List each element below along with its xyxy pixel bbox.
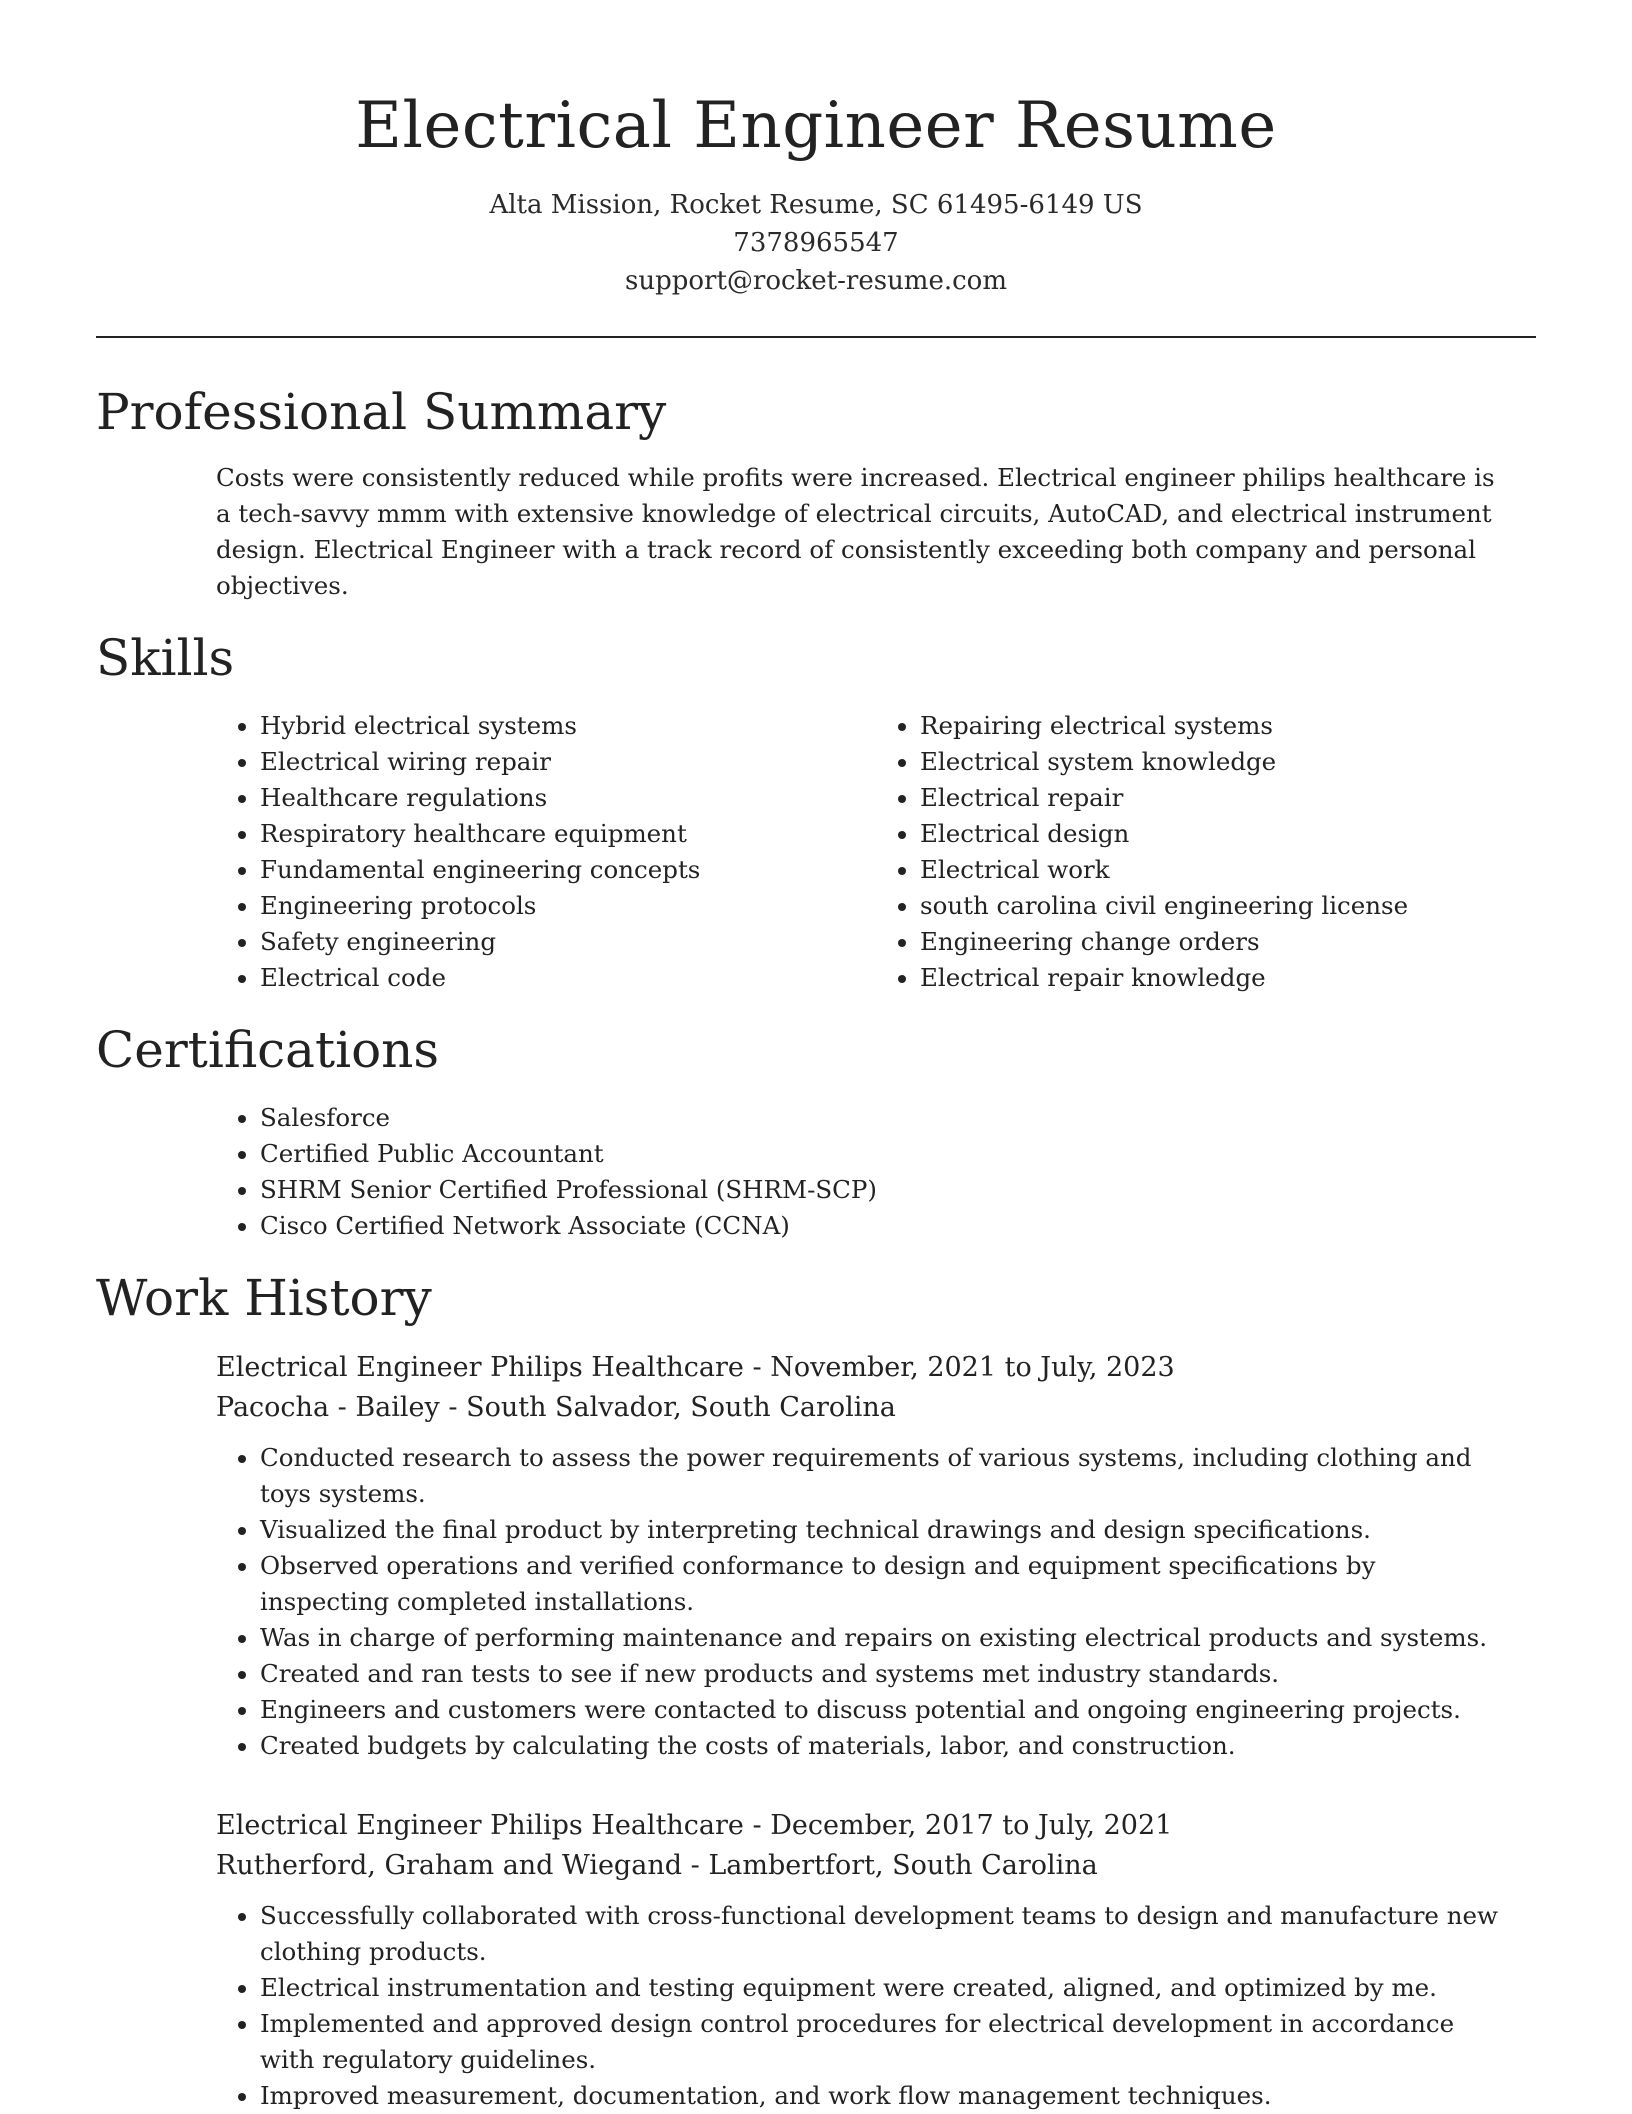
- job-separator: -: [690, 1850, 709, 1881]
- skill-item: • Electrical system knowledge: [920, 744, 1536, 780]
- contact-address: Alta Mission, Rocket Resume, SC 61495-6149 US: [489, 190, 1143, 220]
- job-bullets: [216, 1898, 1536, 2114]
- skill-item: • Respiratory healthcare equipment: [260, 816, 876, 852]
- job-company-line: [216, 1846, 1536, 1886]
- contact-email: support@rocket-resume.com: [624, 266, 1007, 296]
- job-title-line: [216, 1806, 1536, 1846]
- skill-item: • south carolina civil engineering license: [920, 888, 1536, 924]
- summary-text: Costs were consistently reduced while profits were increased. Electrical engineer philips healthcare is a tech-savvy mmm with extensive knowledge of electrical circuits, AutoCAD, and electrical instrument design. Electrical Engineer with a track record of consistently exceeding both company and personal objectives.: [216, 463, 1495, 600]
- job-separator: -: [752, 1352, 771, 1383]
- job-title-line: [216, 1348, 1536, 1388]
- job-separator: -: [448, 1392, 467, 1423]
- skill-item: • Fundamental engineering concepts: [260, 852, 876, 888]
- job-bullet: • Engineers and customers were contacted to discuss potential and ongoing engineering projects.: [260, 1692, 1506, 1728]
- work-history-section: [96, 1266, 1536, 2114]
- resume-title: Electrical Engineer Resume: [355, 89, 1277, 163]
- work-history-heading: Work History: [96, 1269, 432, 1327]
- certification-item: • Cisco Certified Network Associate (CCNA): [260, 1208, 1536, 1244]
- skill-item: • Electrical design: [920, 816, 1536, 852]
- job-bullet: • Was in charge of performing maintenance and repairs on existing electrical products and systems.: [260, 1620, 1506, 1656]
- skill-item: • Safety engineering: [260, 924, 876, 960]
- skill-item: • Electrical code: [260, 960, 876, 996]
- header-divider: [96, 336, 1536, 338]
- skills-list-right: [876, 708, 1536, 996]
- job-bullet: • Created and ran tests to see if new products and systems met industry standards.: [260, 1656, 1506, 1692]
- skill-item: • Electrical repair: [920, 780, 1536, 816]
- skills-columns: [96, 708, 1536, 996]
- job-company: Pacocha - Bailey: [216, 1392, 440, 1423]
- job-location: Lambertfort, South Carolina: [708, 1850, 1098, 1881]
- job-location: South Salvador, South Carolina: [466, 1392, 896, 1423]
- job-company-line: [216, 1388, 1536, 1428]
- skills-heading: Skills: [96, 629, 235, 687]
- job-bullet: • Improved measurement, documentation, and work flow management techniques.: [260, 2078, 1506, 2114]
- skill-item: • Hybrid electrical systems: [260, 708, 876, 744]
- summary-section: [96, 380, 1536, 604]
- job-title: Electrical Engineer Philips Healthcare: [216, 1352, 744, 1383]
- skills-section: [96, 626, 1536, 996]
- job-title: Electrical Engineer Philips Healthcare: [216, 1810, 744, 1841]
- skill-item: • Repairing electrical systems: [920, 708, 1536, 744]
- job-bullet: • Successfully collaborated with cross-functional development teams to design and manufacture new clothing products.: [260, 1898, 1506, 1970]
- skill-item: • Electrical repair knowledge: [920, 960, 1536, 996]
- skill-item: • Engineering protocols: [260, 888, 876, 924]
- skill-item: • Engineering change orders: [920, 924, 1536, 960]
- job-dates: November, 2021 to July, 2023: [770, 1352, 1175, 1383]
- certification-item: • Certified Public Accountant: [260, 1136, 1536, 1172]
- summary-heading: Professional Summary: [96, 383, 667, 441]
- job-entry: [96, 1806, 1536, 2114]
- contact-block: [96, 186, 1536, 300]
- job-bullets: [216, 1440, 1536, 1764]
- skill-item: • Electrical work: [920, 852, 1536, 888]
- certification-item: • Salesforce: [260, 1100, 1536, 1136]
- job-bullet: • Observed operations and verified conformance to design and equipment specifications by inspecting completed installations.: [260, 1548, 1506, 1620]
- certifications-heading: Certifications: [96, 1021, 440, 1079]
- job-bullet: • Visualized the final product by interpreting technical drawings and design specifications.: [260, 1512, 1506, 1548]
- skill-item: • Electrical wiring repair: [260, 744, 876, 780]
- certifications-block: [96, 1100, 1536, 1244]
- resume-header: [96, 0, 1536, 300]
- job-bullet: • Created budgets by calculating the costs of materials, labor, and construction.: [260, 1728, 1506, 1764]
- job-dates: December, 2017 to July, 2021: [770, 1810, 1173, 1841]
- job-company: Rutherford, Graham and Wiegand: [216, 1850, 682, 1881]
- contact-phone: 7378965547: [733, 228, 899, 258]
- skill-item: • Healthcare regulations: [260, 780, 876, 816]
- certifications-section: [96, 1018, 1536, 1244]
- job-separator: -: [752, 1810, 771, 1841]
- job-bullet: • Implemented and approved design control procedures for electrical development in accordance with regulatory guidelines.: [260, 2006, 1506, 2078]
- certification-item: • SHRM Senior Certified Professional (SHRM-SCP): [260, 1172, 1536, 1208]
- job-bullet: • Electrical instrumentation and testing equipment were created, aligned, and optimized by me.: [260, 1970, 1506, 2006]
- job-entry: [96, 1348, 1536, 1764]
- skills-list-left: [216, 708, 876, 996]
- certifications-list: [216, 1100, 1536, 1244]
- job-bullet: • Conducted research to assess the power requirements of various systems, including clothing and toys systems.: [260, 1440, 1506, 1512]
